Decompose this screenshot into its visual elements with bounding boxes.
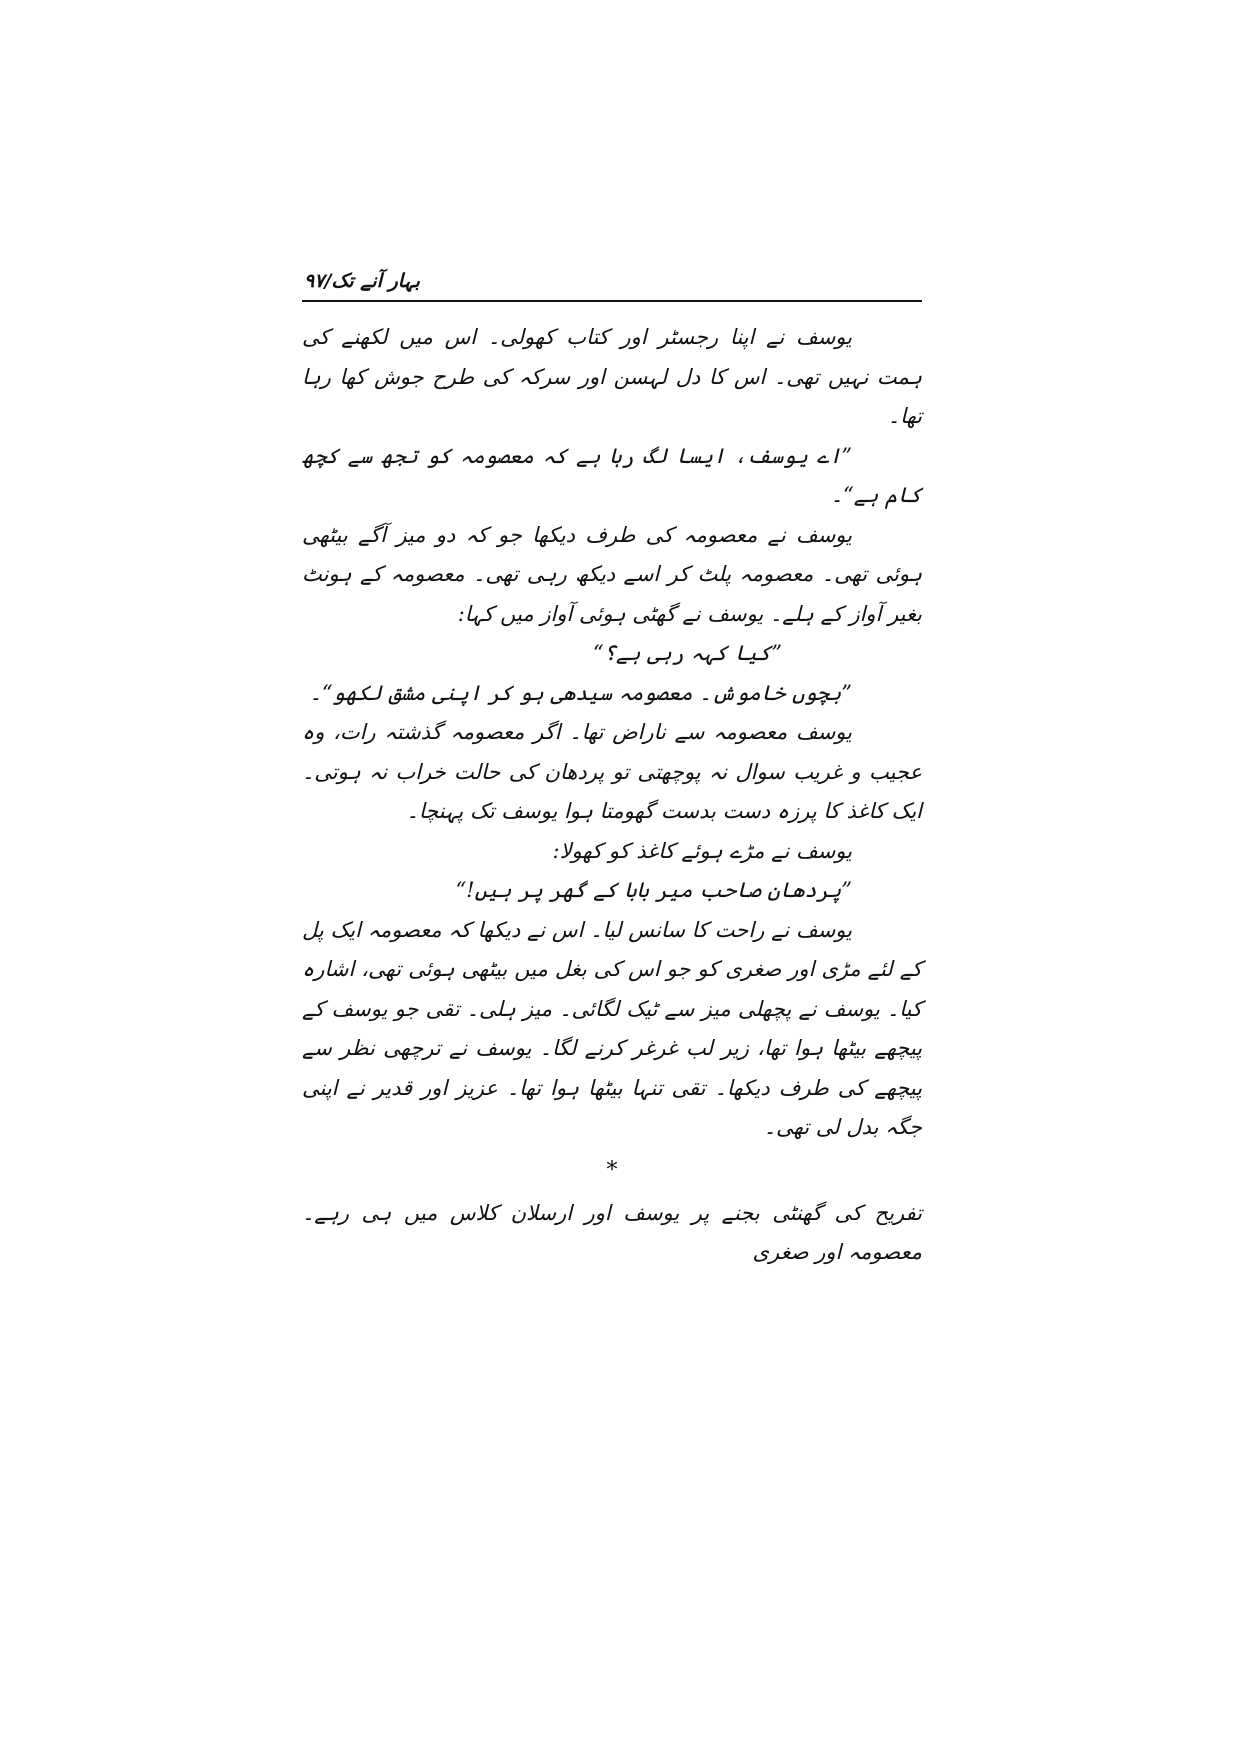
paragraph: یوسف نے راحت کا سانس لیا۔ اس نے دیکھا کہ معصومہ ایک پل کے لئے مڑی اور صغری کو جو اس کی بغل میں بیٹھی ہوئی تھی، اشارہ کیا۔ یوسف نے پچھلی میز سے ٹیک لگائی۔ میز ہلی۔ تقی جو یوسف کے پیچھے بیٹھا ہوا تھا، زیر لب غرغر کرنے لگا۔ یوسف نے ترچھی نظر سے پیچھے کی طرف دیکھا۔ تقی تنہا بیٹھا ہوا تھا۔ عزیز اور قدیر نے اپنی جگہ بدل لی تھی۔ <box>302 917 922 1139</box>
header-rule <box>302 300 922 302</box>
paragraph-dialogue: ”پردھان صاحب میر بابا کے گھر پر ہیں!“ <box>455 878 852 902</box>
paragraph-dialogue: ”اے یوسف، ایسا لگ رہا ہے کہ معصومہ کو تجھ سے کچھ کام ہے“۔ <box>302 443 922 507</box>
section-break-asterisk: * <box>606 1157 618 1183</box>
paragraph: یوسف نے اپنا رجسٹر اور کتاب کھولی۔ اس میں لکھنے کی ہمت نہیں تھی۔ اس کا دل لہسن اور سرکہ کی طرح جوش کھا رہا تھا۔ <box>302 325 922 428</box>
paragraph-dialogue: ”بچوں خاموش۔ معصومہ سیدھی ہو کر اپنی مشق لکھو“۔ <box>309 680 852 705</box>
paragraph-dialogue: ”کیا کہہ رہی ہے؟“ <box>592 641 782 665</box>
paragraph: یوسف نے معصومہ کی طرف دیکھا جو کہ دو میز آگے بیٹھی ہوئی تھی۔ معصومہ پلٹ کر اسے دیکھ رہی تھی۔ معصومہ کے ہونٹ بغیر آواز کے ہلے۔ یوسف نے گھٹی ہوئی آواز میں کہا: <box>302 522 922 626</box>
paragraph: یوسف معصومہ سے ناراض تھا۔ اگر معصومہ گذشتہ رات، وہ عجیب و غریب سوال نہ پوچھتی تو پردھان کی حالت خراب نہ ہوتی۔ ایک کاغذ کا پرزہ دست بدست گھومتا ہوا یوسف تک پہنچا۔ <box>302 720 922 823</box>
paragraph: تفریح کی گھنٹی بجنے پر یوسف اور ارسلان کلاس میں ہی رہے۔ معصومہ اور صغری <box>302 1200 922 1264</box>
paragraph: یوسف نے مڑے ہوئے کاغذ کو کھولا: <box>552 838 852 863</box>
body-text <box>302 318 922 1273</box>
running-header: بہار آنے تک/۹۷ <box>304 270 420 292</box>
